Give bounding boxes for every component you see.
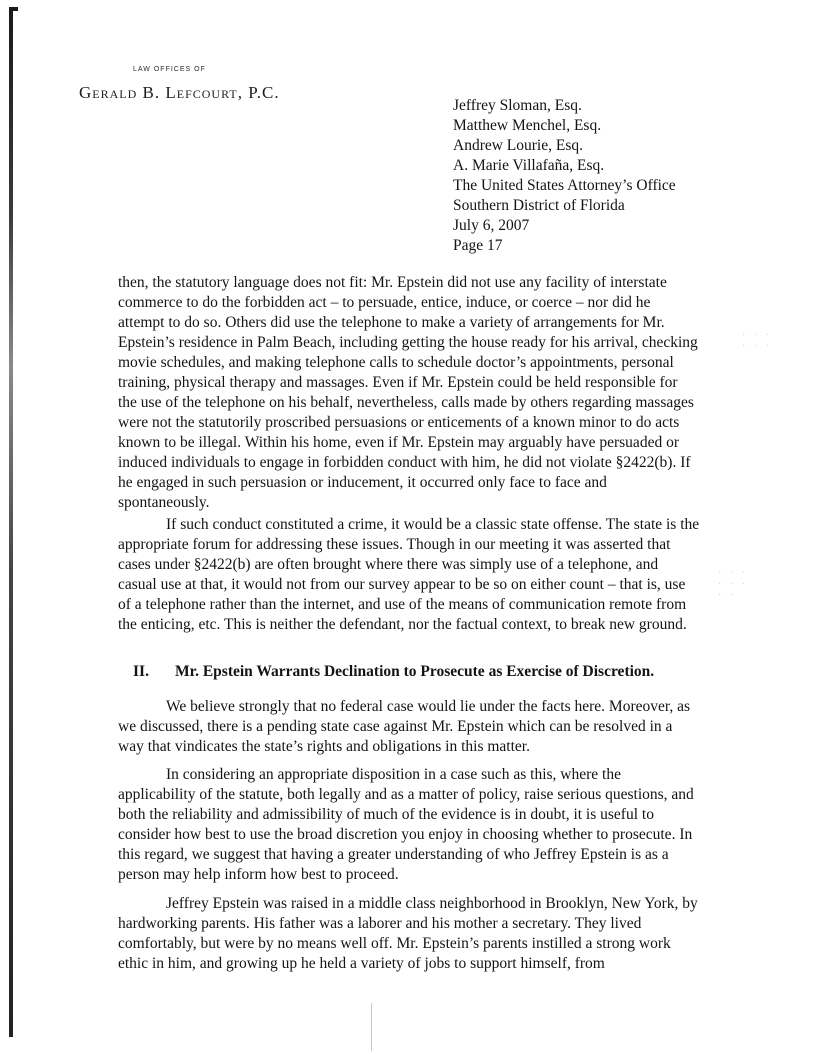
recipient-line: Jeffrey Sloman, Esq. (453, 97, 582, 114)
body-paragraph-4: In considering an appropriate disposition in a case such as this, where the applicability of the statute, both legally and as a matter of policy, raise serious questions, and both the reliability and admissibility of much of the evidence is in doubt, it is useful to consider how best to use the broad discretion you enjoy in choosing whether to prosecute. In this regard, we suggest that having a greater understanding of who Jeffrey Epstein is as a person may help inform how best to proceed. (118, 766, 694, 883)
section-heading (133, 663, 654, 681)
body-paragraph-1: then, the statutory language does not fit: Mr. Epstein did not use any facility of interstate commerce to do the forbidden act – to persuade, entice, induce, or coerce – nor did he attempt to do so. Others did use the telephone to make a variety of arrangements for Mr. Epstein’s residence in Palm Beach, including getting the house ready for his arrival, checking movie schedules, and making telephone calls to schedule doctor’s appointments, personal training, physical therapy and massages. Even if Mr. Epstein could be held responsible for the use of the telephone on his behalf, nevertheless, calls made by others regarding massages were not the statutorily proscribed persuasions or enticements of a known minor to do acts known to be illegal. Within his home, even if Mr. Epstein may arguably have persuaded or induced individuals to engage in forbidden conduct with him, he did not violate §2422(b). If he engaged in such persuasion or inducement, it occurred only face to face and spontaneously. (118, 274, 698, 511)
recipient-line: The United States Attorney’s Office (453, 177, 676, 194)
fold-mark (371, 1003, 372, 1051)
recipient-line: Southern District of Florida (453, 197, 625, 214)
letterhead-law-offices: LAW OFFICES OF (133, 66, 206, 73)
body-paragraph-2: If such conduct constituted a crime, it would be a classic state offense. The state is the appropriate forum for addressing these issues. Though in our meeting it was asserted that cases under §2422(b) are often brought where there was simply use of a telephone, and casual use at that, it would not from our survey appear to be so on either count – that is, use of a telephone rather than the internet, and use of the means of communication remote from the enticing, etc. This is neither the defendant, nor the factual context, to break new ground. (118, 516, 700, 633)
scan-speck: · · · · · · · · (718, 568, 748, 601)
recipient-line: A. Marie Villafaña, Esq. (453, 157, 605, 174)
recipient-line: Matthew Menchel, Esq. (453, 117, 602, 134)
section-number: II. (133, 663, 149, 680)
section-title: Mr. Epstein Warrants Declination to Prosecute as Exercise of Discretion. (175, 663, 655, 680)
scan-speck: · · · · · · (742, 330, 772, 352)
page-number: Page 17 (453, 237, 503, 254)
body-paragraph-5: Jeffrey Epstein was raised in a middle class neighborhood in Brooklyn, New York, by hardworking parents. His father was a laborer and his mother a secretary. They lived comfortably, but were by no means well off. Mr. Epstein’s parents instilled a strong work ethic in him, and growing up he held a variety of jobs to support himself, from (118, 895, 698, 972)
body-paragraph-3: We believe strongly that no federal case would lie under the facts here. Moreover, as we discussed, there is a pending state case against Mr. Epstein which can be resolved in a way that vindicates the state’s rights and obligations in this matter. (118, 698, 691, 755)
scan-edge-left (9, 7, 13, 1037)
letter-date: July 6, 2007 (453, 217, 530, 234)
recipient-line: Andrew Lourie, Esq. (453, 137, 583, 154)
recipient-block (453, 96, 676, 256)
letterhead-firm-name: Gerald B. Lefcourt, P.C. (79, 83, 280, 102)
